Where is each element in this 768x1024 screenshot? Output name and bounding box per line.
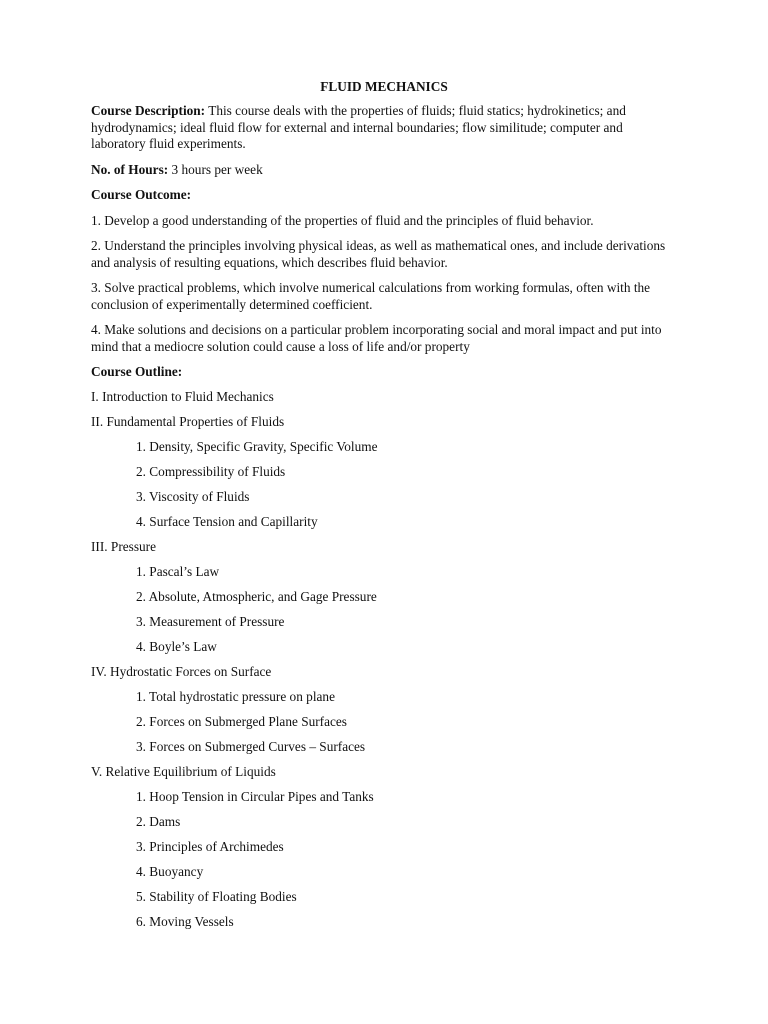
outcome-item: 3. Solve practical problems, which involve numerical calculations from working formulas, often with the conclusion of experimentally determined coefficient. (91, 280, 651, 312)
outline-item: 2. Dams (136, 814, 181, 829)
hours-label: No. of Hours: (91, 161, 169, 177)
outline-section-heading: V. Relative Equilibrium of Liquids (91, 764, 276, 779)
outline-label: Course Outline: (91, 364, 183, 379)
outline-item: 3. Forces on Submerged Curves – Surfaces (136, 739, 366, 754)
outline-section-heading: II. Fundamental Properties of Fluids (91, 414, 285, 429)
outline-item: 3. Measurement of Pressure (136, 614, 285, 629)
course-outline (91, 359, 676, 934)
outcome-item: 4. Make solutions and decisions on a particular problem incorporating social and moral impact and put into mind that a mediocre solution could cause a loss of life and/or property (91, 322, 662, 354)
outline-item: 2. Compressibility of Fluids (136, 464, 286, 479)
outline-section-heading: I. Introduction to Fluid Mechanics (91, 389, 274, 404)
outline-item: 1. Pascal’s Law (136, 564, 220, 579)
outline-item: 2. Absolute, Atmospheric, and Gage Pressure (136, 589, 377, 604)
outline-item: 4. Buoyancy (136, 864, 204, 879)
outline-item: 6. Moving Vessels (136, 914, 234, 929)
course-description-text: This course deals with the properties of fluids; fluid statics; hydrokinetics; and hydrodynamics; ideal fluid flow for external and internal boundaries; flow similitude; computer and laboratory fluid experiments. (91, 103, 626, 151)
outcome-item: 2. Understand the principles involving physical ideas, as well as mathematical ones, and include derivations and analysis of resulting equations, which describes fluid behavior. (91, 238, 666, 270)
outline-item: 3. Viscosity of Fluids (136, 489, 250, 504)
document-title: FLUID MECHANICS (320, 79, 448, 94)
outcome-label: Course Outcome: (91, 187, 192, 202)
course-description (91, 103, 676, 153)
outline-item: 1. Density, Specific Gravity, Specific Volume (136, 439, 378, 454)
hours-line (91, 162, 676, 179)
outline-item: 4. Surface Tension and Capillarity (136, 514, 318, 529)
outline-section-heading: IV. Hydrostatic Forces on Surface (91, 664, 272, 679)
outcome-item: 1. Develop a good understanding of the properties of fluid and the principles of fluid behavior. (91, 212, 594, 228)
document-content (91, 103, 676, 934)
outline-item: 5. Stability of Floating Bodies (136, 889, 297, 904)
outline-item: 1. Total hydrostatic pressure on plane (136, 689, 335, 704)
outline-item: 2. Forces on Submerged Plane Surfaces (136, 714, 347, 729)
course-description-label: Course Description: (91, 103, 206, 118)
hours-text: 3 hours per week (171, 161, 263, 177)
outline-section-heading: III. Pressure (91, 539, 156, 554)
outline-item: 1. Hoop Tension in Circular Pipes and Tanks (136, 789, 374, 804)
outline-item: 3. Principles of Archimedes (136, 839, 284, 854)
outline-item: 4. Boyle’s Law (136, 639, 217, 654)
